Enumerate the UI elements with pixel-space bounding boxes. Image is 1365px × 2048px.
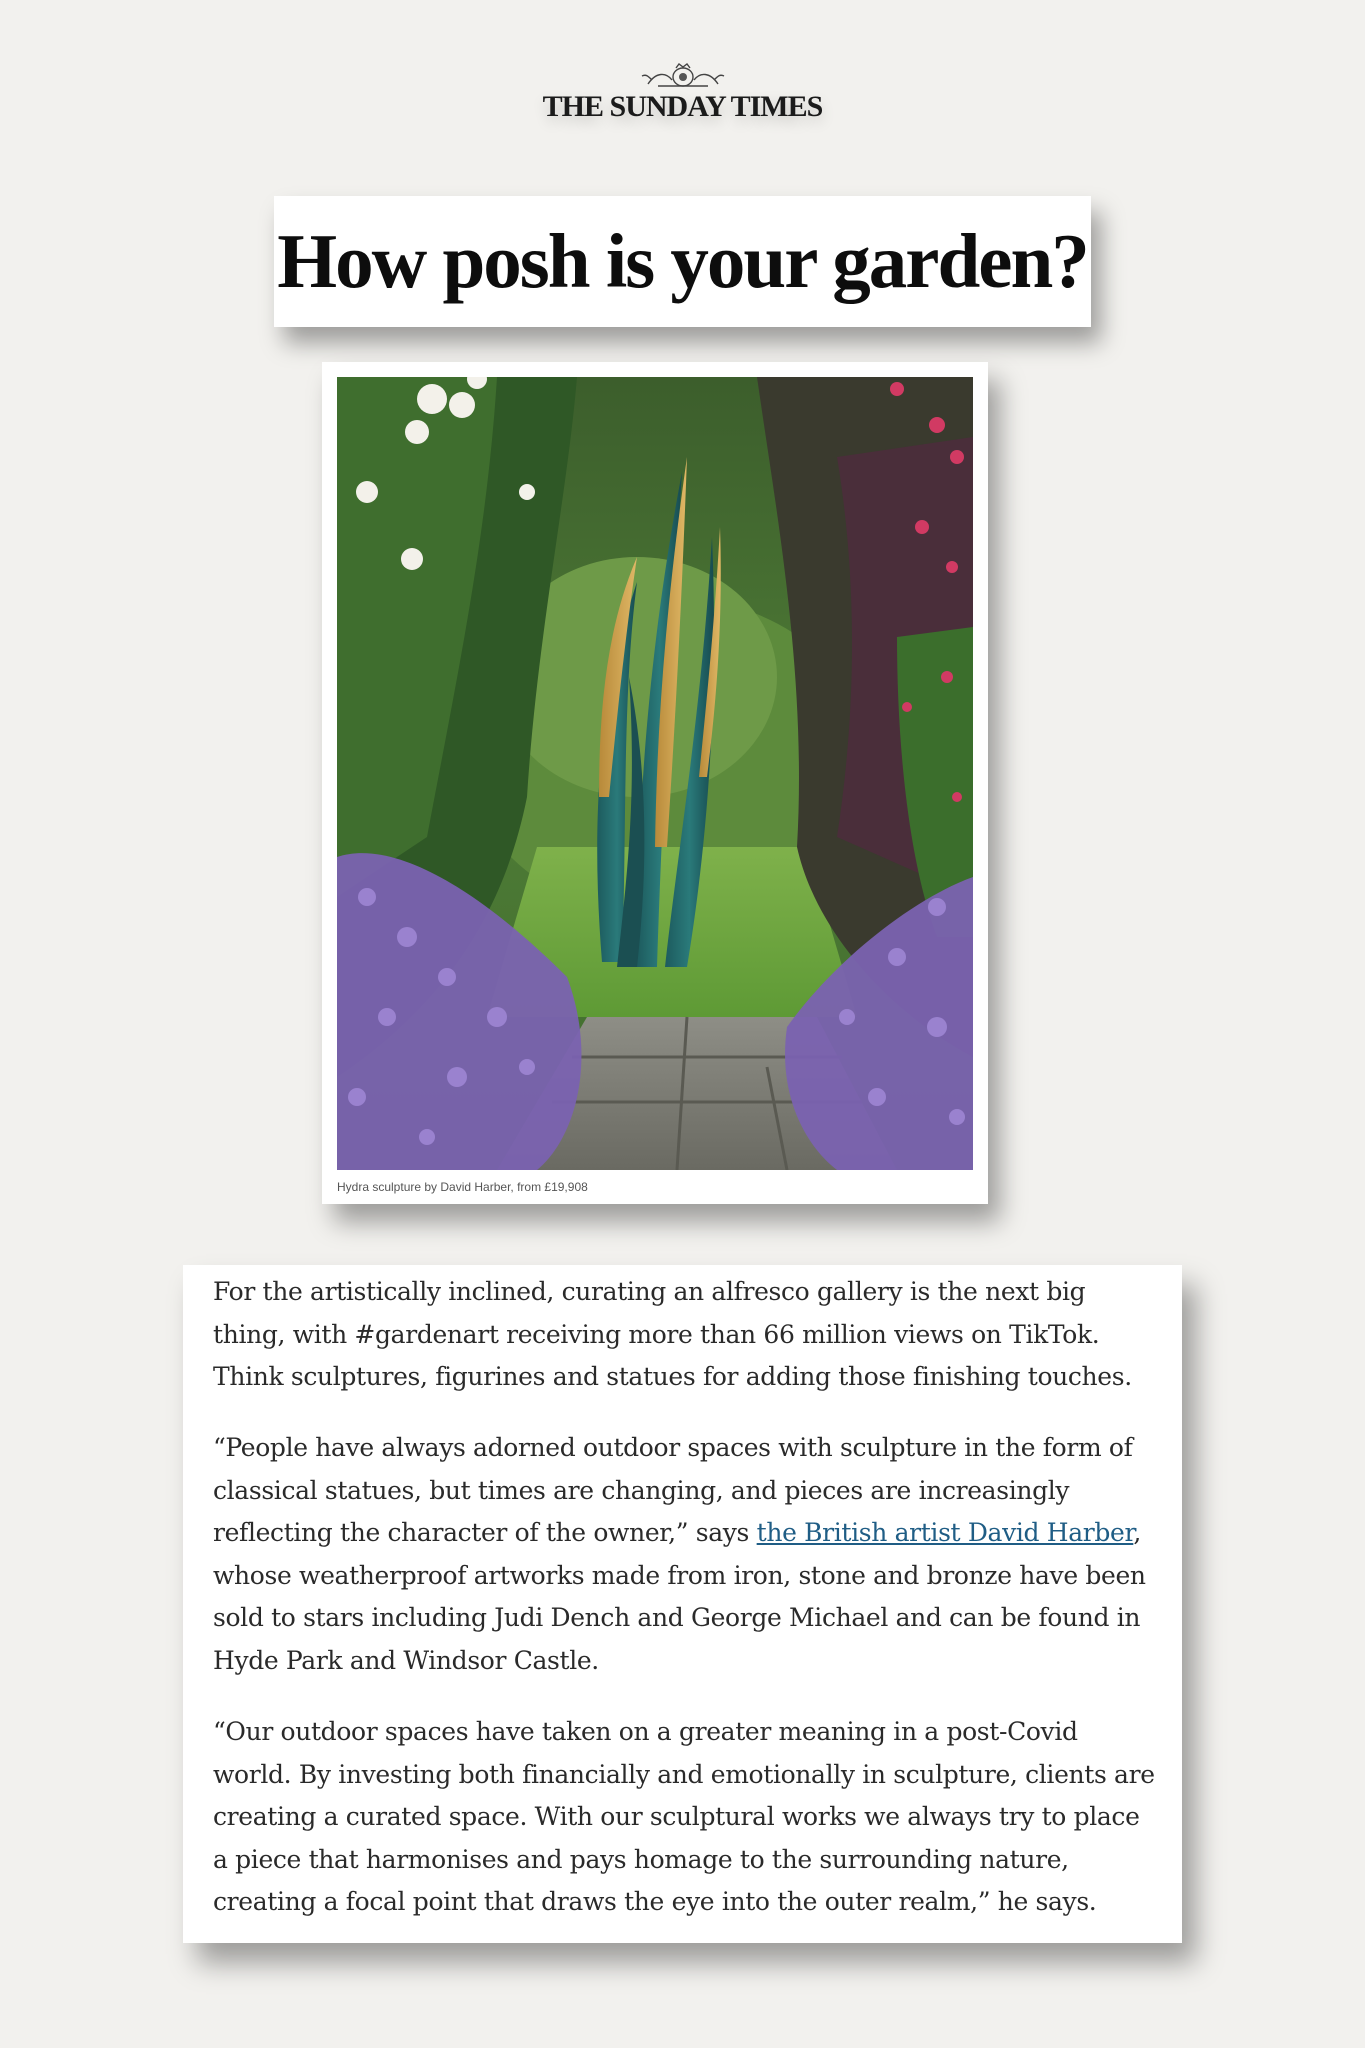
david-harber-link[interactable]: the British artist David Harber (756, 1518, 1134, 1547)
article-headline: How posh is your garden? (277, 218, 1088, 304)
photo-card (322, 362, 988, 1204)
article-paragraph-2 (213, 1427, 1158, 1682)
article-body-card (183, 1265, 1182, 1943)
paragraph-2-text-start: “People have always adorned outdoor spaces with sculpture in the form of classical statues, but times are changing, and pieces are increasingly reflecting the character of the owner,” says (213, 1433, 1133, 1547)
headline-card (274, 196, 1091, 327)
masthead (0, 62, 1365, 124)
paragraph-2-text-end: , whose weatherproof artworks made from iron, stone and bronze have been sold to stars including Judi Dench and George Michael and can be found in Hyde Park and Windsor Castle. (213, 1518, 1146, 1675)
article-paragraph-1: For the artistically inclined, curating an alfresco gallery is the next big thing, with #gardenart receiving more than 66 million views on TikTok. Think sculptures, figurines and statues for adding those finishing touches. (213, 1277, 1132, 1391)
article-paragraph-3: “Our outdoor spaces have taken on a greater meaning in a post-Covid world. By investing both financially and emotionally in sculpture, clients are creating a curated space. With our sculptural works we always try to place a piece that harmonises and pays homage to the surrounding nature, creating a focal point that draws the eye into the outer realm,” he says. (213, 1717, 1155, 1916)
royal-crest-icon (638, 62, 728, 90)
garden-sculpture-photo (337, 377, 973, 1170)
masthead-title[interactable]: THE SUNDAY TIMES (542, 90, 823, 123)
garden-photo-illustration (337, 377, 973, 1170)
photo-caption: Hydra sculpture by David Harber, from £19,908 (337, 1180, 588, 1194)
